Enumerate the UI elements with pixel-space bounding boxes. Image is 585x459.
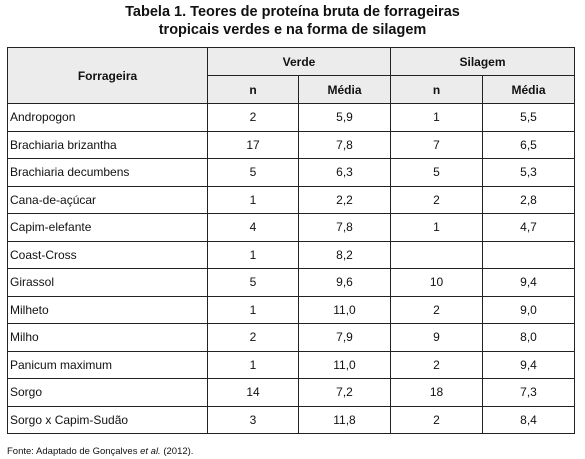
cell-verde-n: 4 (208, 214, 299, 242)
cell-forrageira: Andropogon (8, 104, 208, 132)
cell-forrageira: Sorgo x Capim-Sudão (8, 406, 208, 434)
cell-silagem-n: 2 (391, 351, 483, 379)
table-row (8, 351, 575, 379)
table-row (8, 241, 575, 269)
header-verde-n: n (208, 76, 299, 104)
table-row (8, 296, 575, 324)
cell-silagem-media: 9,4 (483, 351, 575, 379)
cell-verde-n: 17 (208, 131, 299, 159)
table-row (8, 406, 575, 434)
table-title (0, 3, 585, 39)
cell-forrageira: Milho (8, 324, 208, 352)
cell-forrageira: Milheto (8, 296, 208, 324)
cell-verde-n: 14 (208, 379, 299, 407)
cell-verde-media: 7,9 (299, 324, 391, 352)
header-forrageira: Forrageira (8, 48, 208, 104)
cell-verde-media: 9,6 (299, 269, 391, 297)
cell-silagem-n (391, 241, 483, 269)
table-row (8, 159, 575, 187)
cell-verde-media: 8,2 (299, 241, 391, 269)
cell-silagem-media: 4,7 (483, 214, 575, 242)
table-row (8, 186, 575, 214)
table-body (8, 104, 575, 434)
table-row (8, 214, 575, 242)
protein-table (7, 47, 575, 434)
cell-silagem-media: 6,5 (483, 131, 575, 159)
cell-silagem-media (483, 241, 575, 269)
cell-forrageira: Cana-de-açúcar (8, 186, 208, 214)
cell-silagem-media: 8,4 (483, 406, 575, 434)
cell-verde-n: 3 (208, 406, 299, 434)
cell-verde-media: 11,0 (299, 351, 391, 379)
cell-verde-n: 1 (208, 296, 299, 324)
header-group-silagem: Silagem (391, 48, 575, 76)
cell-verde-media: 7,2 (299, 379, 391, 407)
source-note-suffix: (2012). (160, 446, 194, 457)
cell-verde-n: 5 (208, 159, 299, 187)
cell-silagem-n: 9 (391, 324, 483, 352)
cell-silagem-media: 7,3 (483, 379, 575, 407)
header-silagem-n: n (391, 76, 483, 104)
cell-verde-n: 2 (208, 324, 299, 352)
cell-silagem-n: 10 (391, 269, 483, 297)
source-note-prefix: Fonte: Adaptado de Gonçalves (7, 446, 141, 457)
cell-silagem-n: 18 (391, 379, 483, 407)
table-row (8, 324, 575, 352)
cell-verde-media: 5,9 (299, 104, 391, 132)
cell-verde-n: 5 (208, 269, 299, 297)
cell-verde-media: 11,8 (299, 406, 391, 434)
source-note-etal: et al. (140, 446, 161, 457)
cell-silagem-media: 5,3 (483, 159, 575, 187)
cell-forrageira: Brachiaria brizantha (8, 131, 208, 159)
cell-verde-n: 1 (208, 241, 299, 269)
header-group-verde: Verde (208, 48, 391, 76)
cell-silagem-n: 1 (391, 104, 483, 132)
header-silagem-media: Média (483, 76, 575, 104)
table-row (8, 379, 575, 407)
table-title-line-1: Tabela 1. Teores de proteína bruta de forrageiras (125, 4, 460, 20)
cell-silagem-media: 9,4 (483, 269, 575, 297)
table-row (8, 269, 575, 297)
cell-forrageira: Girassol (8, 269, 208, 297)
cell-verde-media: 11,0 (299, 296, 391, 324)
cell-silagem-n: 2 (391, 406, 483, 434)
table-row (8, 131, 575, 159)
cell-silagem-media: 5,5 (483, 104, 575, 132)
cell-silagem-media: 2,8 (483, 186, 575, 214)
cell-forrageira: Sorgo (8, 379, 208, 407)
cell-silagem-n: 1 (391, 214, 483, 242)
table-title-line-2: tropicais verdes e na forma de silagem (158, 22, 427, 38)
cell-verde-n: 1 (208, 186, 299, 214)
cell-forrageira: Brachiaria decumbens (8, 159, 208, 187)
cell-verde-media: 7,8 (299, 214, 391, 242)
cell-verde-n: 2 (208, 104, 299, 132)
cell-verde-media: 2,2 (299, 186, 391, 214)
cell-silagem-n: 7 (391, 131, 483, 159)
cell-silagem-media: 8,0 (483, 324, 575, 352)
cell-forrageira: Coast-Cross (8, 241, 208, 269)
header-row-groups (8, 48, 575, 76)
cell-verde-media: 6,3 (299, 159, 391, 187)
cell-verde-media: 7,8 (299, 131, 391, 159)
cell-silagem-n: 2 (391, 296, 483, 324)
cell-forrageira: Panicum maximum (8, 351, 208, 379)
cell-silagem-media: 9,0 (483, 296, 575, 324)
header-verde-media: Média (299, 76, 391, 104)
cell-silagem-n: 2 (391, 186, 483, 214)
source-note (7, 446, 193, 458)
table-row (8, 104, 575, 132)
cell-silagem-n: 5 (391, 159, 483, 187)
cell-forrageira: Capim-elefante (8, 214, 208, 242)
cell-verde-n: 1 (208, 351, 299, 379)
table-header (8, 48, 575, 104)
